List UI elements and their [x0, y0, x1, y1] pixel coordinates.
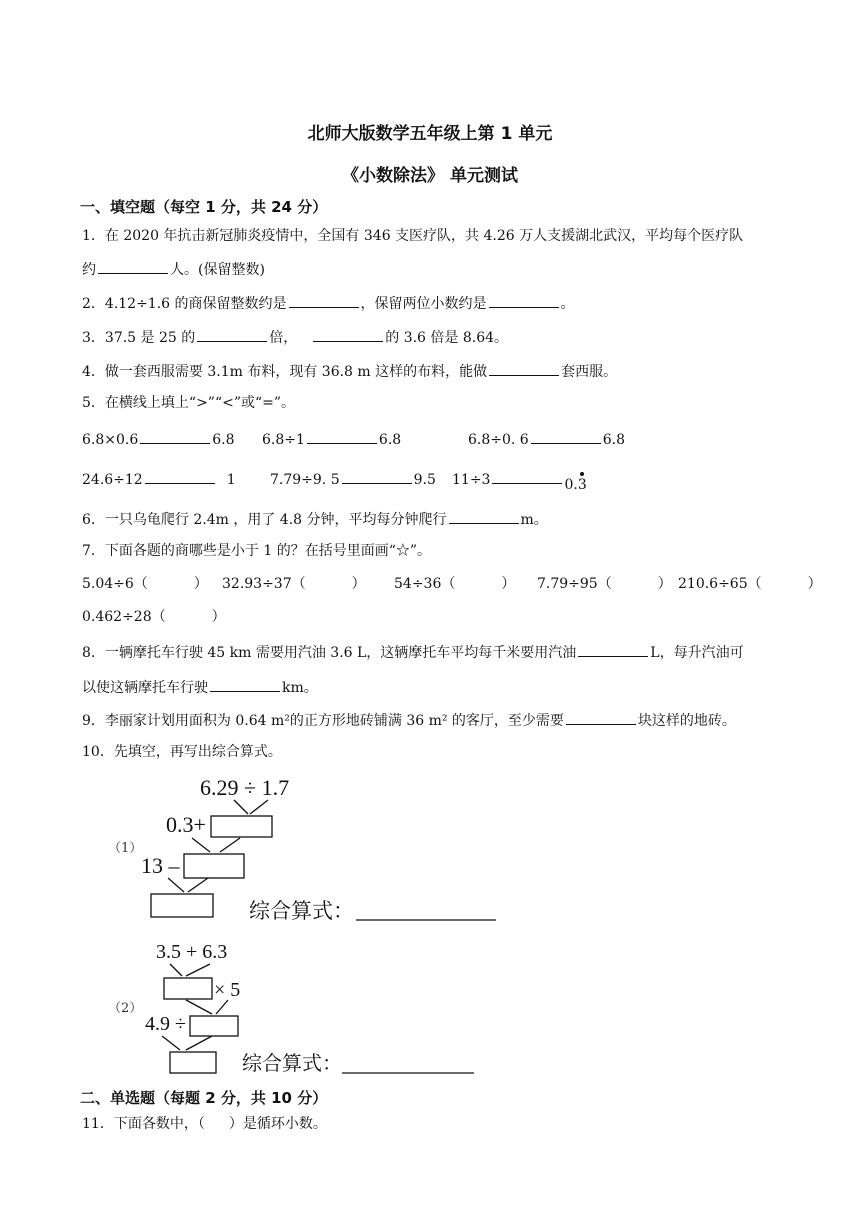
answer-blank[interactable] [307, 428, 377, 444]
diagram-1-top-expression: 6.29 ÷ 1.7 [200, 775, 290, 800]
question-7: 7．下面各题的商哪些是小于 1 的？在括号里面画“☆”。 [82, 543, 432, 559]
question-4 [82, 360, 617, 382]
answer-box[interactable] [184, 854, 244, 878]
page-title: 北师大版数学五年级上第 1 单元 [307, 124, 553, 144]
question-8-line-2: 以使这辆摩托车行驶 km。 [82, 676, 318, 698]
compare-item: 6.8÷1 6.8 [262, 428, 401, 450]
q4-suffix: 套西服。 [561, 364, 618, 380]
diagram-1-formula-label: 综合算式： [249, 899, 354, 923]
q3-prefix: 3．37.5 是 25 的 [82, 330, 196, 346]
question-2 [82, 292, 575, 314]
diagram-2-label: （2） [108, 1001, 143, 1016]
q2-middle: ，保留两位小数约是 [360, 296, 487, 312]
question-6 [82, 508, 548, 530]
question-10: 10．先填空，再写出综合算式。 [82, 744, 282, 760]
q3-middle: 倍， [269, 330, 298, 346]
answer-blank[interactable] [489, 292, 559, 308]
diagram-1-add-operand: 0.3+ [166, 812, 206, 837]
section-heading-single-choice: 二、单选题（每题 2 分，共 10 分） [80, 1089, 328, 1107]
question-11: 11．下面各数中，（ ）是循环小数。 [82, 1116, 327, 1132]
answer-blank[interactable] [289, 292, 359, 308]
answer-box[interactable] [170, 1052, 216, 1073]
answer-box[interactable] [190, 1016, 238, 1036]
answer-blank[interactable] [578, 641, 648, 657]
answer-blank[interactable] [492, 468, 562, 484]
compare-item: 6.8÷0. 6 6.8 [468, 428, 625, 450]
question-8-line-1: 8．一辆摩托车行驶 45 km 需要用汽油 3.6 L，这辆摩托车平均每千米要用汽油 L，每升汽油可 [82, 641, 744, 663]
diagram-2-multiply-operand: × 5 [214, 979, 241, 1001]
answer-blank[interactable] [145, 468, 215, 484]
answer-blank[interactable] [531, 428, 601, 444]
repeating-decimal: 0.3 [564, 477, 587, 493]
question-3 [82, 326, 508, 348]
answer-box[interactable] [211, 816, 272, 837]
answer-blank[interactable] [489, 360, 559, 376]
diagram-2-divide-operand: 4.9 ÷ [145, 1013, 186, 1035]
answer-box[interactable] [151, 894, 213, 917]
repeat-dot: 3 [577, 477, 587, 493]
q1-prefix: 约 [82, 262, 96, 278]
answer-blank[interactable] [197, 326, 267, 342]
answer-blank[interactable] [342, 468, 412, 484]
answer-blank[interactable] [210, 676, 280, 692]
question-1-line-1: 1．在 2020 年抗击新冠肺炎疫情中，全国有 346 支医疗队，共 4.26 万人支援湖北武汉，平均每个医疗队 [82, 228, 744, 244]
answer-blank[interactable] [313, 326, 383, 342]
compare-item: 24.6÷12 1 [82, 468, 236, 490]
calculation-diagram-1 [100, 770, 520, 930]
compare-item: 7.79÷9. 5 9.5 [270, 468, 436, 490]
diagram-2-top-expression: 3.5 + 6.3 [156, 941, 228, 963]
q1-suffix: 人。(保留整数) [170, 262, 265, 278]
diagram-2-formula-label: 综合算式： [242, 1053, 342, 1075]
q4-prefix: 4．做一套西服需要 3.1m 布料，现有 36.8 m 这样的布料，能做 [82, 364, 488, 380]
bracket-item[interactable]: 7.79÷95（ ） [537, 576, 672, 592]
bracket-item[interactable]: 0.462÷28（ ） [82, 609, 226, 625]
question-1-line-2 [82, 258, 265, 280]
q6-prefix: 6．一只乌龟爬行 2.4m ，用了 4.8 分钟，平均每分钟爬行 [82, 512, 447, 528]
question-9: 9．李丽家计划用面积为 0.64 m²的正方形地砖铺满 36 m² 的客厅，至少需要 块这样的地砖。 [82, 709, 736, 731]
diagram-1-label: （1） [108, 841, 143, 856]
bracket-item[interactable]: 32.93÷37（ ） [222, 576, 366, 592]
q3-suffix: 的 3.6 倍是 8.64。 [385, 330, 509, 346]
page-subtitle: 《小数除法》 单元测试 [342, 166, 518, 186]
q2-prefix: 2．4.12÷1.6 的商保留整数约是 [82, 296, 287, 312]
bracket-item[interactable]: 210.6÷65（ ） [678, 576, 822, 592]
q6-suffix: m。 [520, 512, 548, 528]
section-heading-fill-in: 一、填空题（每空 1 分，共 24 分） [80, 198, 328, 216]
diagram-1-subtract-operand: 13 – [141, 853, 180, 878]
compare-item: 6.8×0.6 6.8 [82, 428, 235, 450]
question-5: 5．在横线上填上“>”“<”或“=”。 [82, 395, 296, 411]
answer-box[interactable] [164, 978, 212, 999]
q2-suffix: 。 [560, 296, 575, 312]
compare-item: 11÷3 0.3 [452, 468, 587, 490]
answer-blank[interactable] [449, 508, 519, 524]
answer-blank[interactable] [98, 258, 168, 274]
answer-blank[interactable] [140, 428, 210, 444]
bracket-item[interactable]: 5.04÷6（ ） [82, 576, 208, 592]
answer-blank[interactable] [566, 709, 636, 725]
calculation-diagram-2 [100, 936, 500, 1078]
bracket-item[interactable]: 54÷36（ ） [394, 576, 516, 592]
